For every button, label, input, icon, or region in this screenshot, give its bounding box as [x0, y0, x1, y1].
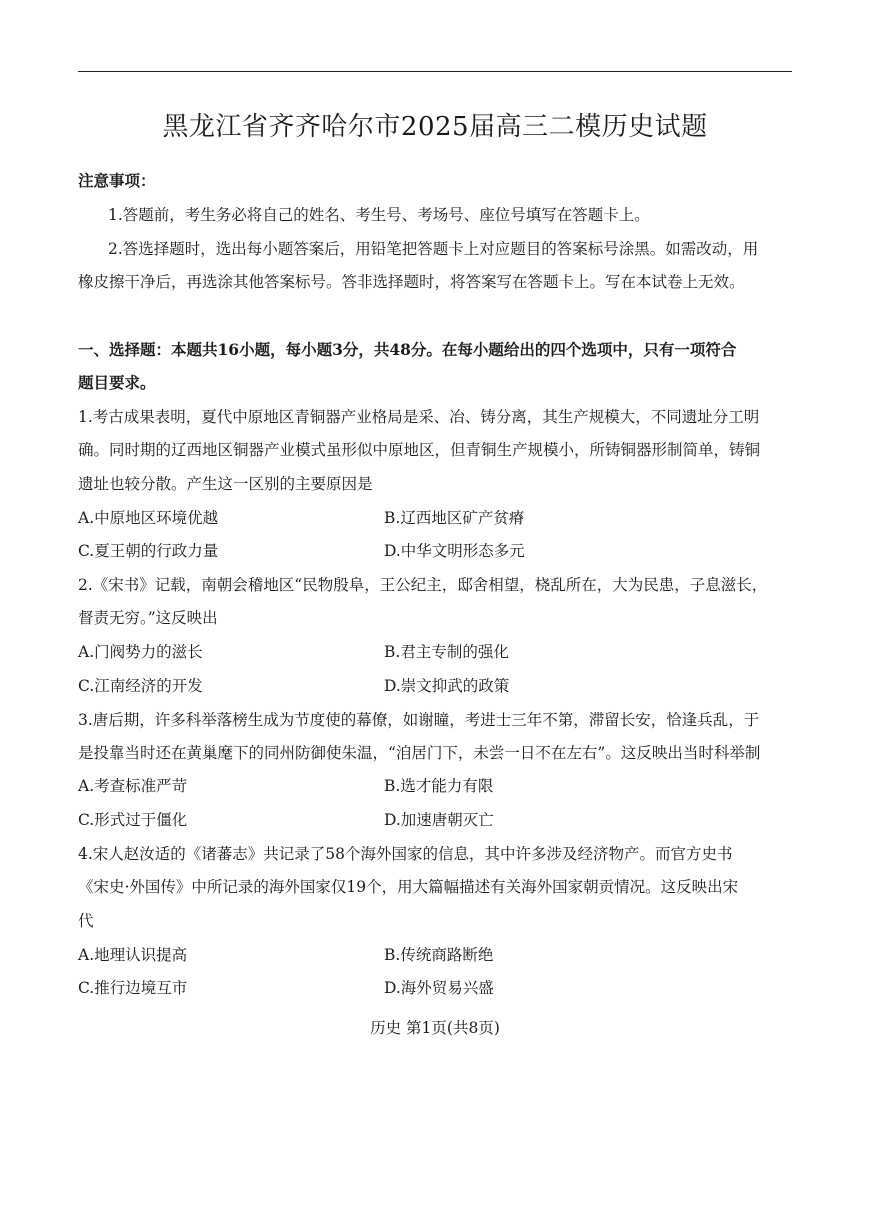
- question-4-option-c: C.推行边境互市: [78, 979, 188, 997]
- question-1-option-c: C.夏王朝的行政力量: [78, 542, 219, 560]
- document-title: 黑龙江省齐齐哈尔市2025届高三二模历史试题: [162, 112, 708, 142]
- question-2-option-c: C.江南经济的开发: [78, 677, 203, 695]
- question-1-line-3: 遗址也较分散。产生这一区别的主要原因是: [78, 475, 373, 493]
- question-1-line-2: 确。同时期的辽西地区铜器产业模式虽形似中原地区，但青铜生产规模小，所铸铜器形制简单，铸铜: [78, 441, 761, 459]
- question-3-line-1: 3.唐后期，许多科举落榜生成为节度使的幕僚，如谢瞳，考进士三年不第，滞留长安，恰逢兵乱，于: [78, 711, 760, 729]
- question-3-option-c: C.形式过于僵化: [78, 811, 188, 829]
- section-heading-line-2: 题目要求。: [78, 373, 156, 392]
- question-4-option-a: A.地理认识提高: [78, 946, 188, 964]
- question-3-option-d: D.加速唐朝灭亡: [384, 811, 494, 829]
- question-3-option-a: A.考查标准严苛: [78, 777, 188, 795]
- notice-item-1: 1.答题前，考生务必将自己的姓名、考生号、考场号、座位号填写在答题卡上。: [108, 206, 650, 224]
- notice-heading: 注意事项：: [78, 171, 156, 190]
- question-2-line-1: 2.《宋书》记载，南朝会稽地区“民物殷阜，王公纪主，邸舍相望，桡乱所在，大为民患，子息滋长，: [78, 576, 768, 594]
- notice-item-2-line-2: 橡皮擦干净后，再选涂其他答案标号。答非选择题时，将答案写在答题卡上。写在本试卷上无效。: [78, 273, 745, 291]
- section-heading-line-1: 一、选择题：本题共16小题，每小题3分，共48分。在每小题给出的四个选项中，只有一项符合: [78, 340, 737, 359]
- question-1-option-d: D.中华文明形态多元: [384, 542, 525, 560]
- question-2-option-b: B.君主专制的强化: [384, 643, 509, 661]
- question-4-option-b: B.传统商路断绝: [384, 946, 494, 964]
- question-4-line-2: 《宋史·外国传》中所记录的海外国家仅19个，用大篇幅描述有关海外国家朝贡情况。这反映出宋: [78, 878, 739, 896]
- question-3-option-b: B.选才能力有限: [384, 777, 494, 795]
- question-2-line-2: 督责无穷。”这反映出: [78, 609, 218, 627]
- question-2-option-d: D.崇文抑武的政策: [384, 677, 510, 695]
- header-rule: [78, 71, 792, 72]
- question-4-line-1: 4.宋人赵汝适的《诸蕃志》共记录了58个海外国家的信息，其中许多涉及经济物产。而官方史书: [78, 845, 733, 863]
- question-4-line-3: 代: [78, 912, 94, 930]
- question-1-option-b: B.辽西地区矿产贫瘠: [384, 509, 525, 527]
- question-1-line-1: 1.考古成果表明，夏代中原地区青铜器产业格局是采、冶、铸分离，其生产规模大，不同遗址分工明: [78, 408, 760, 426]
- question-3-line-2: 是投靠当时还在黄巢麾下的同州防御使朱温，“洎居门下，未尝一日不在左右”。这反映出当时科举制: [78, 744, 761, 762]
- question-4-option-d: D.海外贸易兴盛: [384, 979, 494, 997]
- question-2-option-a: A.门阀势力的滋长: [78, 643, 203, 661]
- question-1-option-a: A.中原地区环境优越: [78, 509, 219, 527]
- page-footer: 历史 第1页(共8页): [370, 1019, 500, 1037]
- notice-item-2-line-1: 2.答选择题时，选出每小题答案后，用铅笔把答题卡上对应题目的答案标号涂黑。如需改动，用: [108, 240, 759, 258]
